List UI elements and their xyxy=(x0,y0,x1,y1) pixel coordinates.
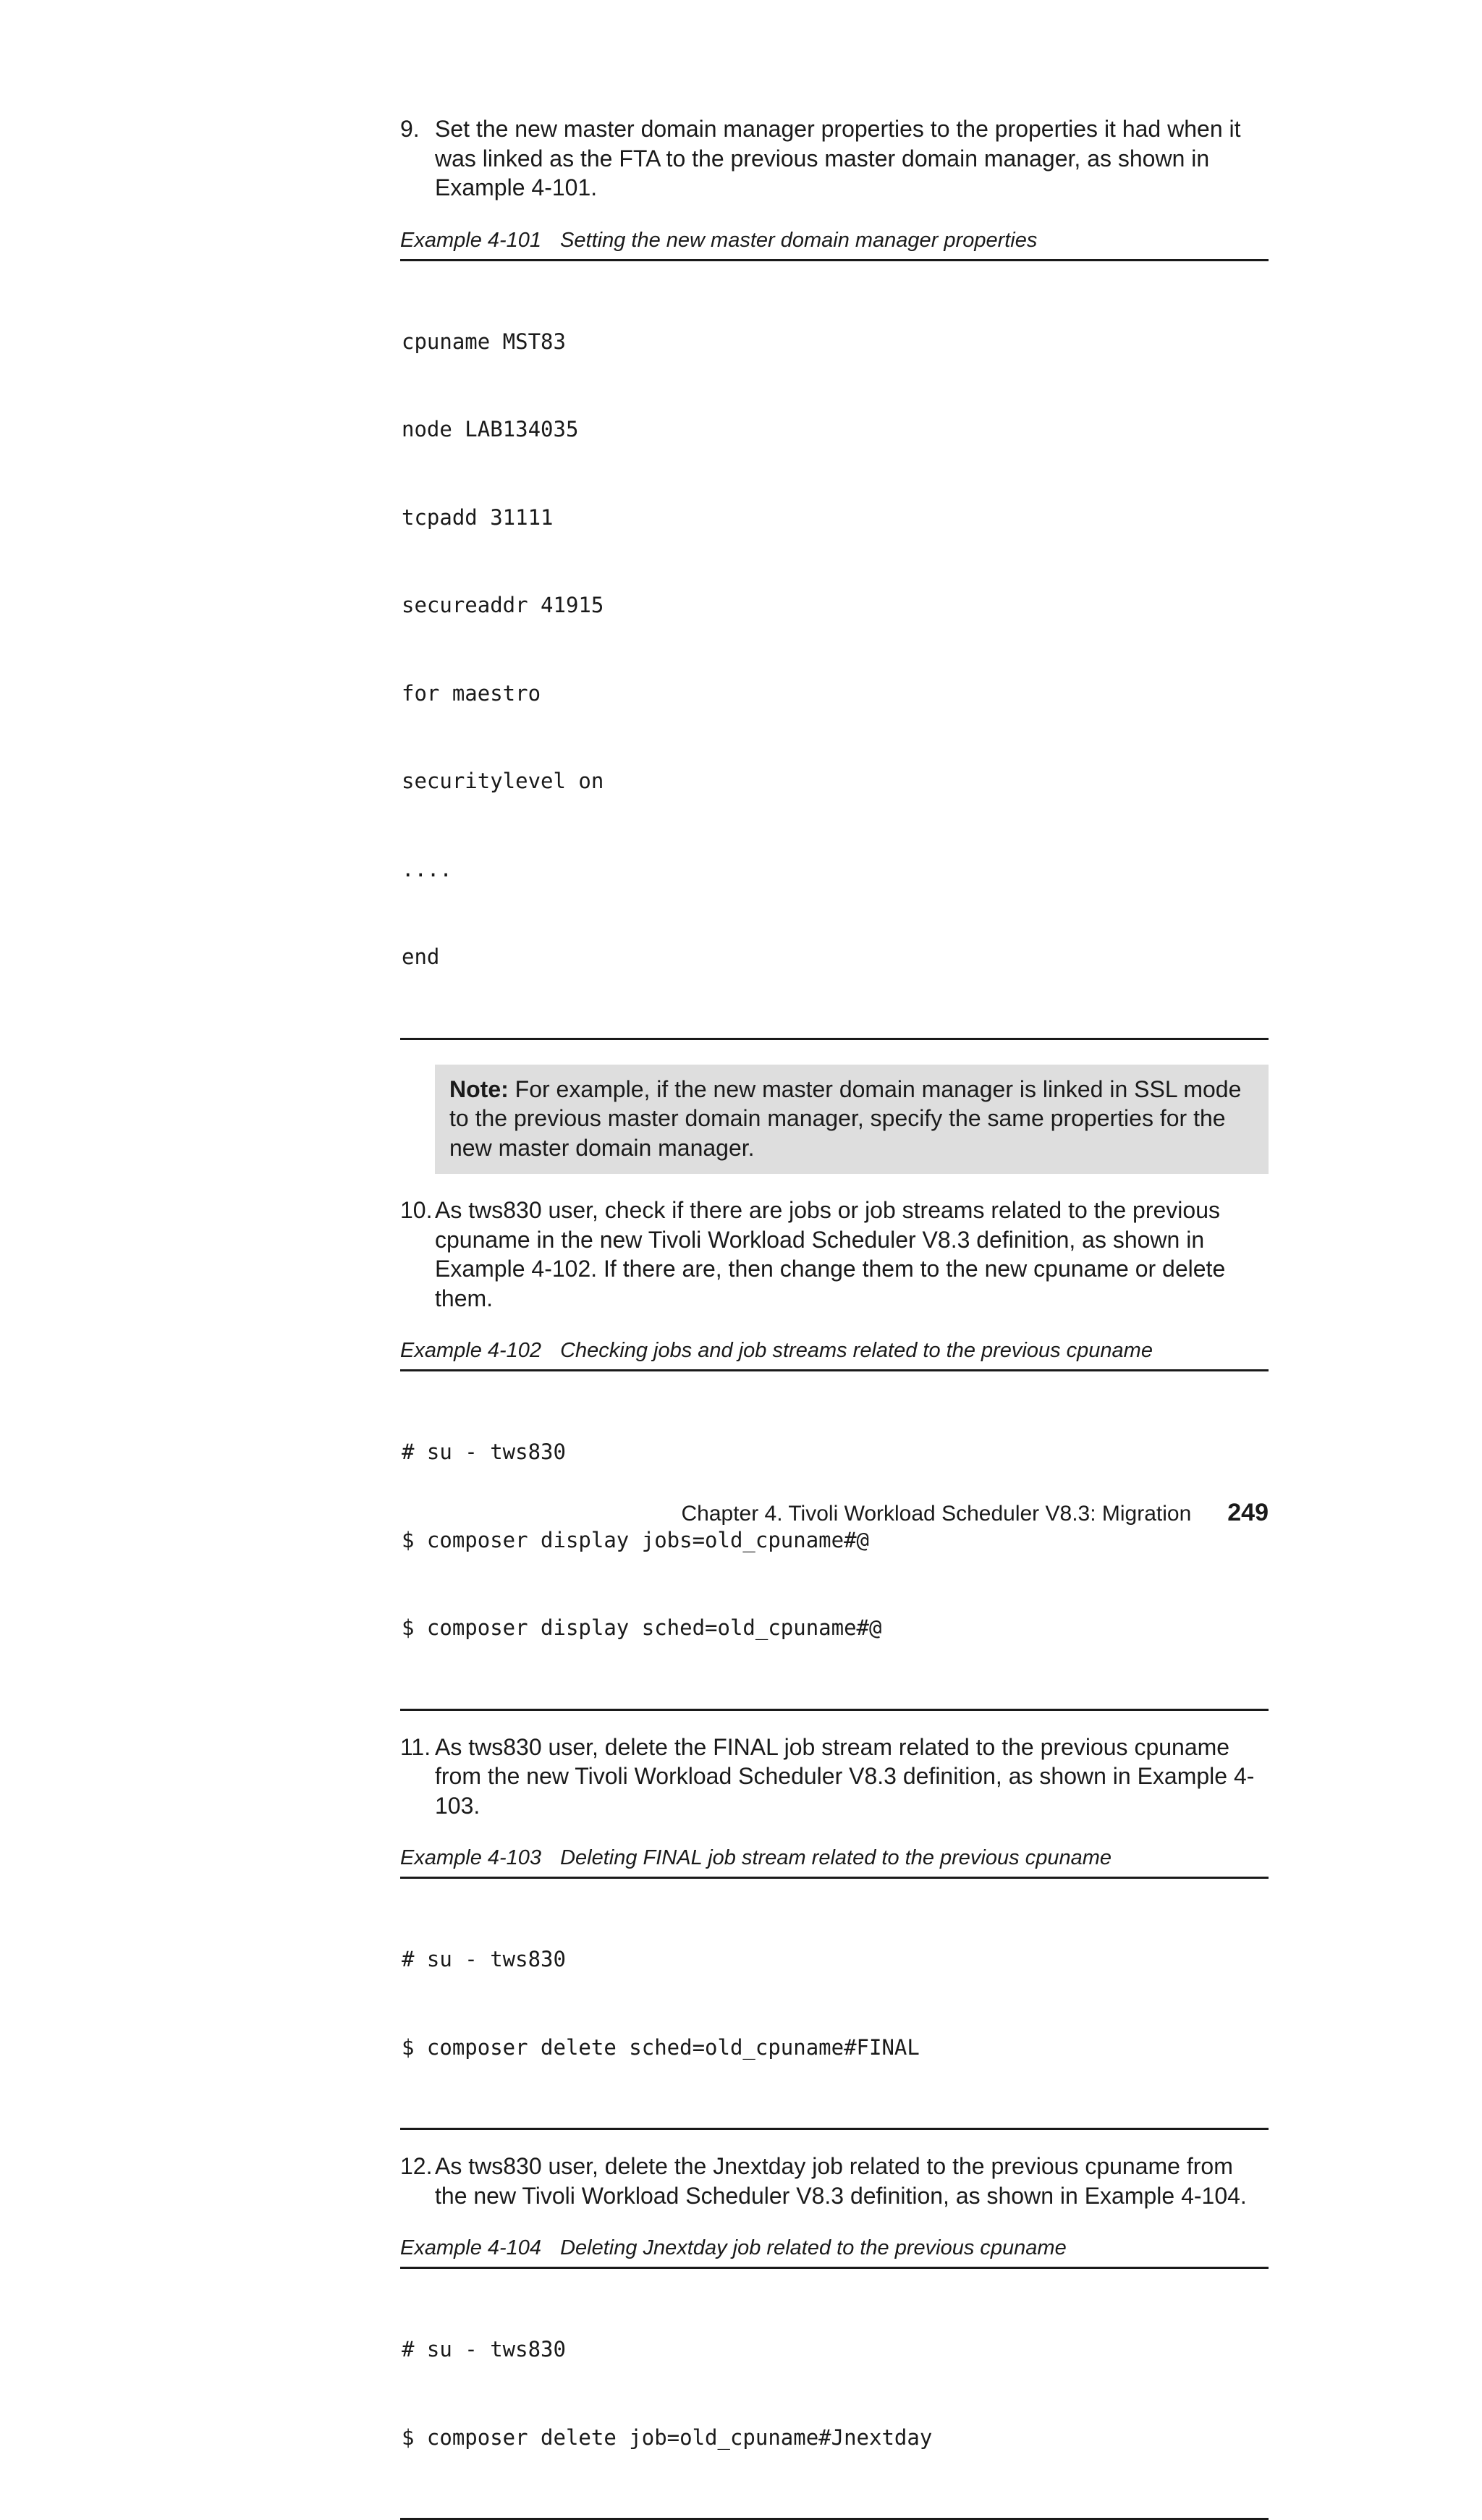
step-number: 10. xyxy=(400,1197,433,1223)
step-text: Set the new master domain manager properties to the properties it had when it was linked as the FTA to the previous master domain manager, as shown in Example 4-101. xyxy=(435,116,1241,200)
note-box xyxy=(435,1065,1269,1175)
code-line: $ composer display sched=old_cpuname#@ xyxy=(402,1615,882,1640)
example-title: Deleting Jnextday job related to the previous cpuname xyxy=(560,2236,1067,2259)
note-label: Note: xyxy=(449,1075,509,1102)
step-number: 12. xyxy=(400,2153,433,2179)
code-block xyxy=(400,261,1269,1040)
example-caption xyxy=(400,227,1269,261)
code-line: node LAB134035 xyxy=(402,417,579,441)
example-caption xyxy=(400,1845,1269,1879)
code-line: end xyxy=(402,944,440,969)
example-id: Example 4-103 xyxy=(400,1846,542,1869)
example-title: Deleting FINAL job stream related to the previous cpuname xyxy=(560,1846,1112,1869)
page-number: 249 xyxy=(1227,1499,1269,1526)
code-line: $ composer display jobs=old_cpuname#@ xyxy=(402,1527,870,1552)
example-caption xyxy=(400,1337,1269,1371)
code-line: tcpadd 31111 xyxy=(402,504,554,530)
chapter-title: Chapter 4. Tivoli Workload Scheduler V8.3: Migration xyxy=(681,1502,1192,1526)
example-id: Example 4-102 xyxy=(400,1339,542,1362)
code-line: cpuname MST83 xyxy=(402,329,566,354)
example-id: Example 4-104 xyxy=(400,2236,542,2259)
code-line: .... xyxy=(402,856,452,881)
step-number: 9. xyxy=(400,116,420,142)
step-11 xyxy=(400,1733,1269,1821)
code-block xyxy=(400,1371,1269,1711)
note-text: For example, if the new master domain manager is linked in SSL mode to the previous master domain manager, specify the same properties for the new master domain manager. xyxy=(449,1075,1242,1161)
example-caption xyxy=(400,2235,1269,2269)
step-12 xyxy=(400,2152,1269,2210)
code-block xyxy=(400,2269,1269,2520)
code-line: secureaddr 41915 xyxy=(402,593,604,617)
example-id: Example 4-101 xyxy=(400,228,542,252)
code-line: for maestro xyxy=(402,680,541,706)
code-line: # su - tws830 xyxy=(402,2337,566,2362)
code-line: $ composer delete sched=old_cpuname#FINAL xyxy=(402,2034,920,2060)
page-content xyxy=(400,114,1269,2520)
example-title: Setting the new master domain manager properties xyxy=(560,228,1038,252)
step-text: As tws830 user, delete the Jnextday job related to the previous cpuname from the new Tivoli Workload Scheduler V8.3 definition, as shown in Example 4-104. xyxy=(435,2153,1247,2209)
step-10 xyxy=(400,1196,1269,1313)
code-line: $ composer delete job=old_cpuname#Jnextday xyxy=(402,2424,933,2450)
code-line: # su - tws830 xyxy=(402,1947,566,1971)
step-9 xyxy=(400,114,1269,203)
step-number: 11. xyxy=(400,1733,431,1760)
step-text: As tws830 user, check if there are jobs or job streams related to the previous cpuname in the new Tivoli Workload Scheduler V8.3 definition, as shown in Example 4-102. If there are, then change them to the new cpuname or delete them. xyxy=(435,1197,1226,1311)
code-block xyxy=(400,1879,1269,2130)
code-line: # su - tws830 xyxy=(402,1439,566,1464)
example-title: Checking jobs and job streams related to the previous cpuname xyxy=(560,1339,1153,1362)
code-line: securitylevel on xyxy=(402,769,604,793)
step-text: As tws830 user, delete the FINAL job stream related to the previous cpuname from the new Tivoli Workload Scheduler V8.3 definition, as shown in Example 4-103. xyxy=(435,1733,1255,1819)
page-footer xyxy=(681,1498,1269,1529)
